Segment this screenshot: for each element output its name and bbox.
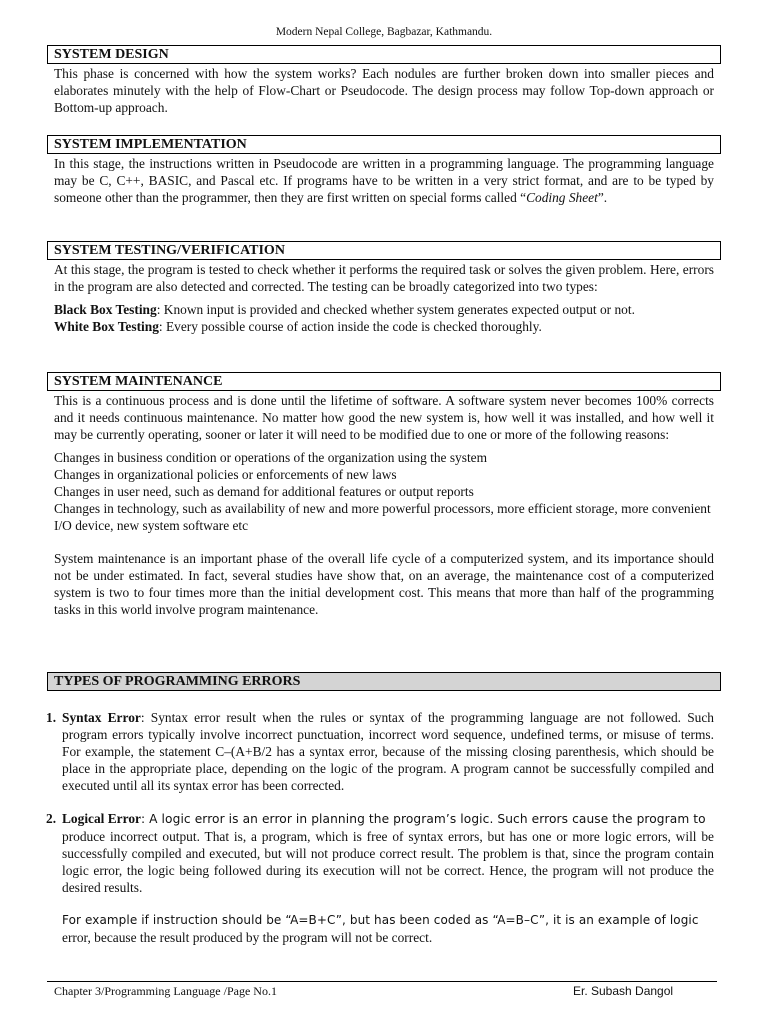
closing-paragraph: System maintenance is an important phase of the overall life cycle of a computerized system, and its importance should not be under estimated. In fact, several studies have show that, on an average, the maintenance cost of a computerized system is two to four times more than the initial development cost. This means that more than half of the programming tasks in this world involve program maintenance. [54,551,714,617]
reason-item: Changes in organizational policies or enforcements of new laws [54,467,397,482]
paragraph [54,155,714,206]
syntax-error-text: : Syntax error result when the rules or syntax of the programming language are not followed. Such program errors typically involve incorrect punctuation, incorrect word sequence, undefined terms, or misuse of terms. For example, the statement C–(A+B/2 has a syntax error, because of the missing closing parenthesis, which should be place in the appropriate place, depending on the logic of the program. A program cannot be successfully compiled and executed until all its syntax error has been corrected. [62,710,714,793]
black-box-item [54,301,714,318]
paragraph: This is a continuous process and is done until the lifetime of software. A software system never becomes 100% corrects and it needs continuous maintenance. No matter how good the new system is, how well it was installed, and how well it may be currently operating, sooner or later it will need to be modified due to one or more of the following reasons: [54,393,714,442]
paragraph: This phase is concerned with how the system works? Each nodules are further broken down into smaller pieces and elaborates minutely with the help of Flow-Chart or Pseudocode. The design process may follow Top-down approach or Bottom-up approach. [54,66,714,115]
list-item-logical-error [46,810,714,946]
paragraph: At this stage, the program is tested to check whether it performs the required task or solves the given problem. Here, errors in the program are also detected and corrected. The testing can be broadly categorized into two types: [54,262,714,294]
section-title-programming-errors: TYPES OF PROGRAMMING ERRORS [47,672,721,691]
logical-error-example: For example if instruction should be “A=B+C”, but has been coded as “A=B–C”, it is an example of logic [62,913,699,927]
black-box-text: : Known input is provided and checked whether system generates expected output or not. [156,302,635,317]
section-body-system-testing [54,261,714,335]
section-title-system-design: SYSTEM DESIGN [47,45,721,64]
section-title-system-testing: SYSTEM TESTING/VERIFICATION [47,241,721,260]
reason-item: Changes in user need, such as demand for additional features or output reports [54,484,474,499]
section-title-system-maintenance: SYSTEM MAINTENANCE [47,372,721,391]
section-body-system-implementation [54,155,714,206]
list-number: 1. [46,710,57,725]
logical-error-text: produce incorrect output. That is, a program, which is free of syntax errors, but has one or more logic errors, will be successfully compiled and executed, but will not produce correct result. The problem is that, since the program contain logic error, the logic being followed during its execution will not be correct. Hence, the program will not produce the desired results. [62,829,714,895]
page-header: Modern Nepal College, Bagbazar, Kathmandu. [275,26,493,38]
list-item-syntax-error [46,709,714,794]
reason-item: Changes in technology, such as availability of new and more powerful processors, more efficient storage, more convenient I/O device, new system software etc [54,501,711,533]
logical-error-intro [62,810,714,828]
section-title-system-implementation: SYSTEM IMPLEMENTATION [47,135,721,154]
section-body-system-design [54,65,714,116]
paragraph-text: In this stage, the instructions written in Pseudocode are written in a programming language. The programming language may be C, C++, BASIC, and Pascal etc. If programs have to be written in a very strict format, and are to be typed by someone other than the programmer, then they are first written on special forms called “ [54,156,714,205]
section-body-system-maintenance [54,392,714,618]
white-box-item [54,318,714,335]
logical-error-intro-text: : A logic error is an error in planning the program’s logic. Such errors cause the program to [140,812,706,826]
syntax-error-label: Syntax Error [62,710,141,725]
reason-item: Changes in business condition or operations of the organization using the system [54,450,488,465]
black-box-label: Black Box Testing [54,302,157,317]
footer-author: Er. Subash Dangol [573,984,674,998]
logical-error-example-end: error, because the result produced by the program will not be correct. [62,930,433,945]
coding-sheet-term: Coding Sheet [526,190,598,205]
list-number: 2. [46,811,57,826]
white-box-label: White Box Testing [54,319,159,334]
footer-chapter: Chapter 3/Programming Language /Page No.1 [54,984,277,998]
paragraph-end: ”. [597,190,608,205]
logical-error-label: Logical Error [62,811,141,826]
white-box-text: : Every possible course of action inside the code is checked thoroughly. [158,319,542,334]
footer-rule [47,981,717,982]
